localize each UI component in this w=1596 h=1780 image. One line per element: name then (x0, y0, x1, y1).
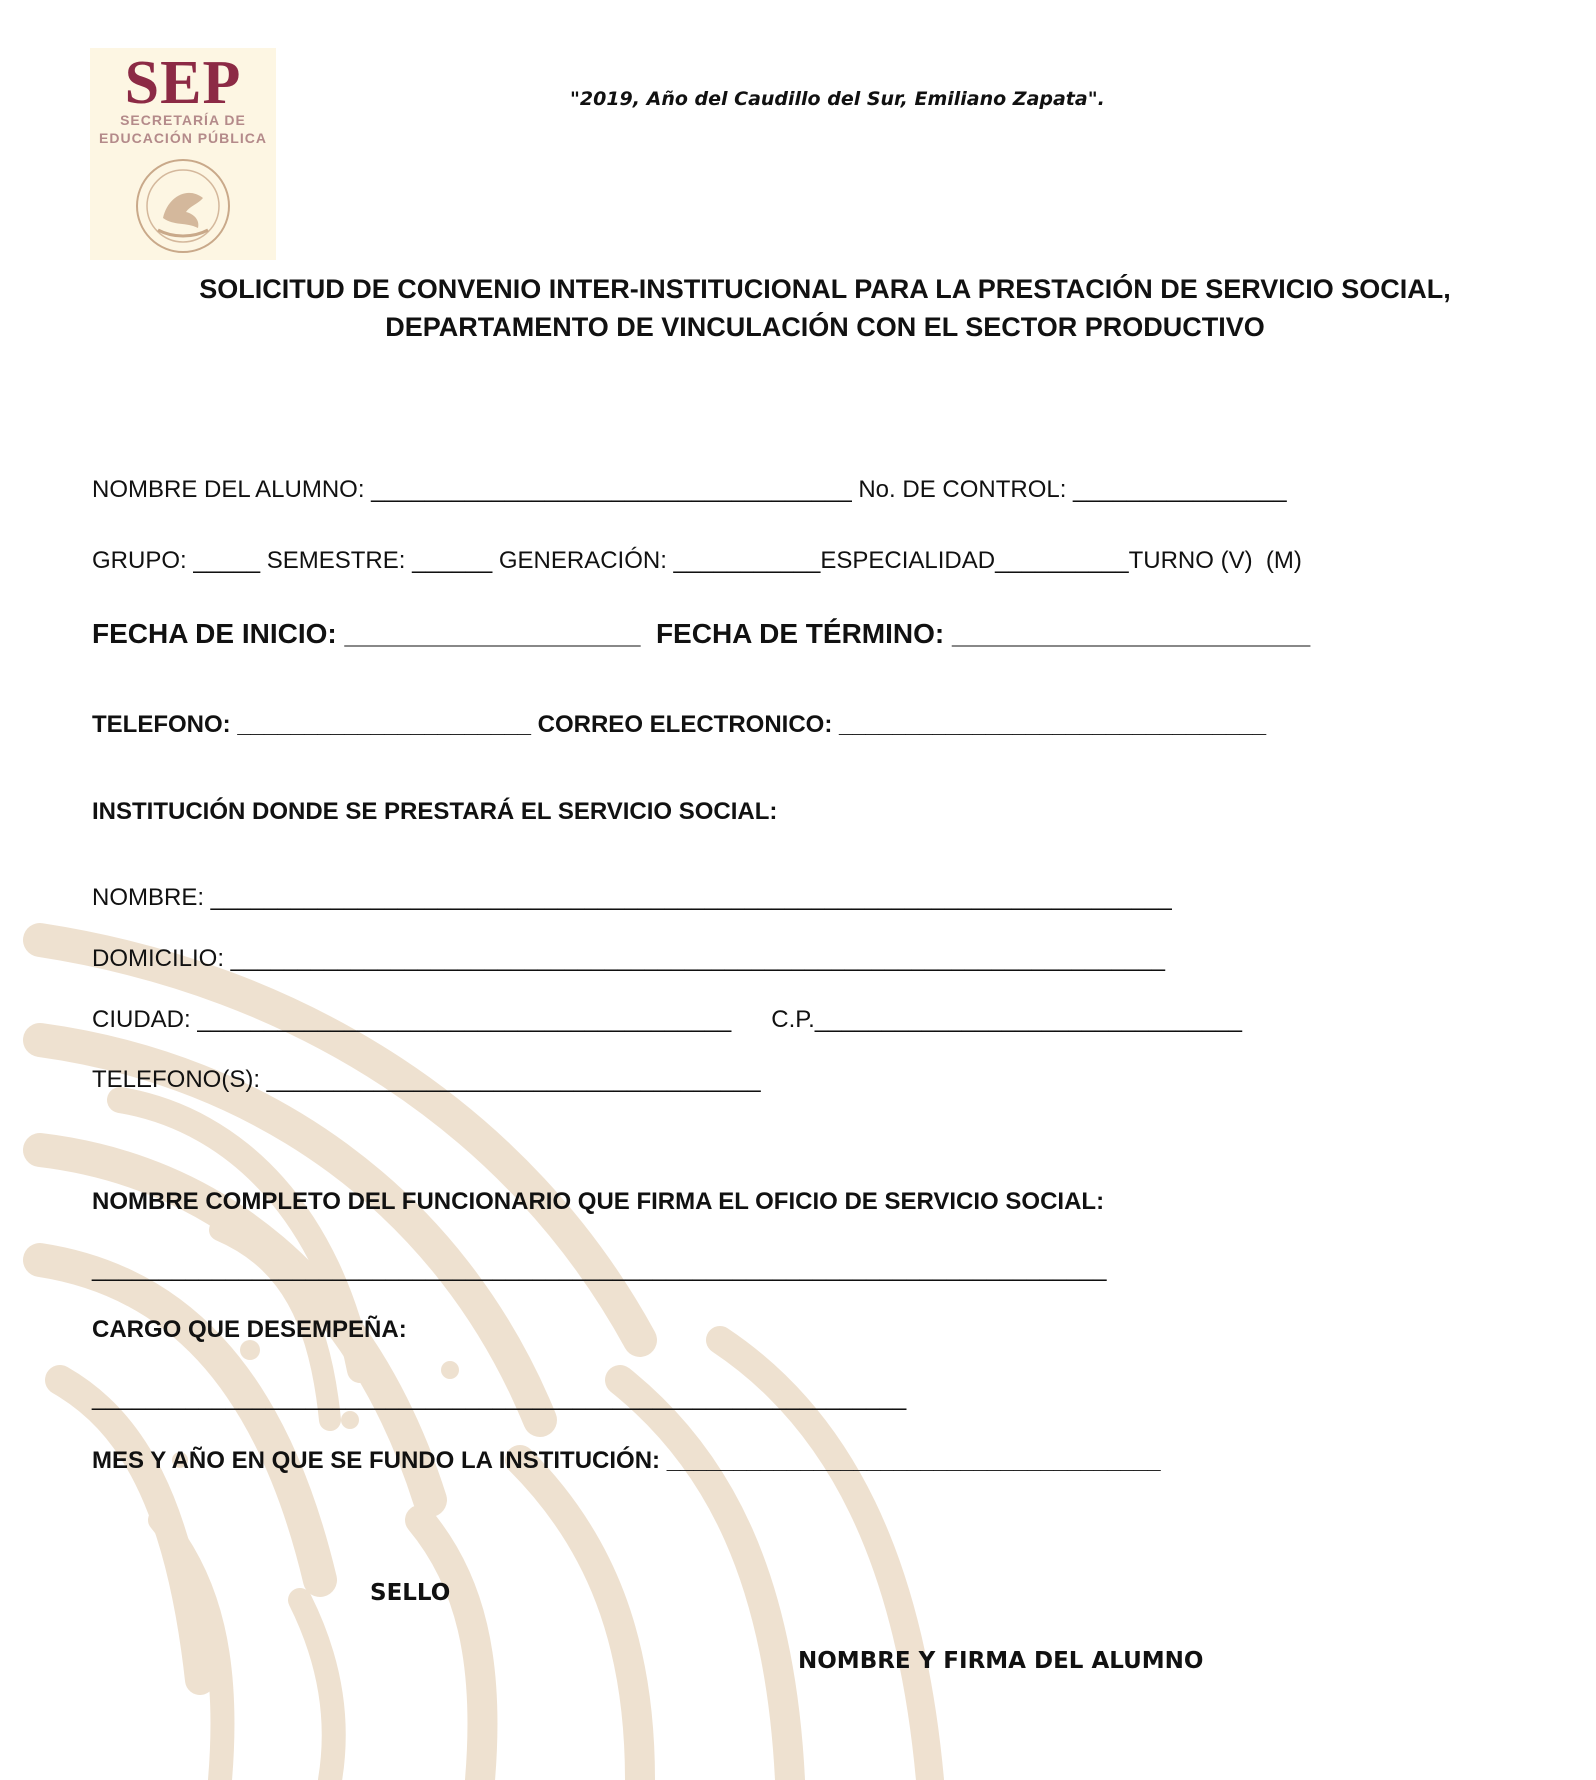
institution-address-field[interactable]: DOMICILIO: ______________________________________________________________________ (92, 945, 1166, 972)
position-heading: CARGO QUE DESEMPEÑA: (92, 1316, 407, 1343)
logo-acronym: SEP (124, 49, 242, 117)
official-name-line[interactable]: ____________________________________________________________________________ (92, 1255, 1107, 1282)
contact-field[interactable]: TELEFONO: ______________________ CORREO ELECTRONICO: ________________________________ (92, 711, 1267, 738)
seal-label: SELLO (370, 1580, 451, 1606)
sep-logo (90, 48, 276, 260)
group-semester-field[interactable]: GRUPO: _____ SEMESTRE: ______ GENERACIÓN: ___________ESPECIALIDAD__________TURNO (V) (M) (92, 547, 1302, 574)
student-name-field[interactable]: NOMBRE DEL ALUMNO: ____________________________________ No. DE CONTROL: ________________ (92, 476, 1287, 503)
institution-phone-field[interactable]: TELEFONO(S): _____________________________________ (92, 1066, 761, 1093)
founding-date-field[interactable]: MES Y AÑO EN QUE SE FUNDO LA INSTITUCIÓN: _____________________________________ (92, 1447, 1161, 1474)
title-line-1: SOLICITUD DE CONVENIO INTER-INSTITUCIONAL PARA LA PRESTACIÓN DE SERVICIO SOCIAL, (199, 274, 1451, 304)
dates-field[interactable]: FECHA DE INICIO: ___________________ FECHA DE TÉRMINO: _______________________ (92, 618, 1311, 649)
institution-name-field[interactable]: NOMBRE: ________________________________________________________________________ (92, 884, 1172, 911)
mexican-coat-of-arms-icon (128, 156, 238, 256)
title-line-2: DEPARTAMENTO DE VINCULACIÓN CON EL SECTOR PRODUCTIVO (385, 312, 1265, 342)
document-title (90, 270, 1560, 346)
institution-heading: INSTITUCIÓN DONDE SE PRESTARÁ EL SERVICIO SOCIAL: (92, 798, 778, 825)
student-signature-label: NOMBRE Y FIRMA DEL ALUMNO (798, 1648, 1204, 1674)
institution-city-field[interactable]: CIUDAD: ________________________________________ C.P.________________________________ (92, 1006, 1242, 1033)
official-heading: NOMBRE COMPLETO DEL FUNCIONARIO QUE FIRMA EL OFICIO DE SERVICIO SOCIAL: (92, 1188, 1105, 1215)
logo-line-2: EDUCACIÓN PÚBLICA (99, 130, 267, 146)
position-line[interactable]: _____________________________________________________________ (92, 1384, 907, 1411)
motto: "2019, Año del Caudillo del Sur, Emiliano Zapata". (570, 88, 1105, 110)
logo-line-1: SECRETARÍA DE (120, 112, 246, 128)
